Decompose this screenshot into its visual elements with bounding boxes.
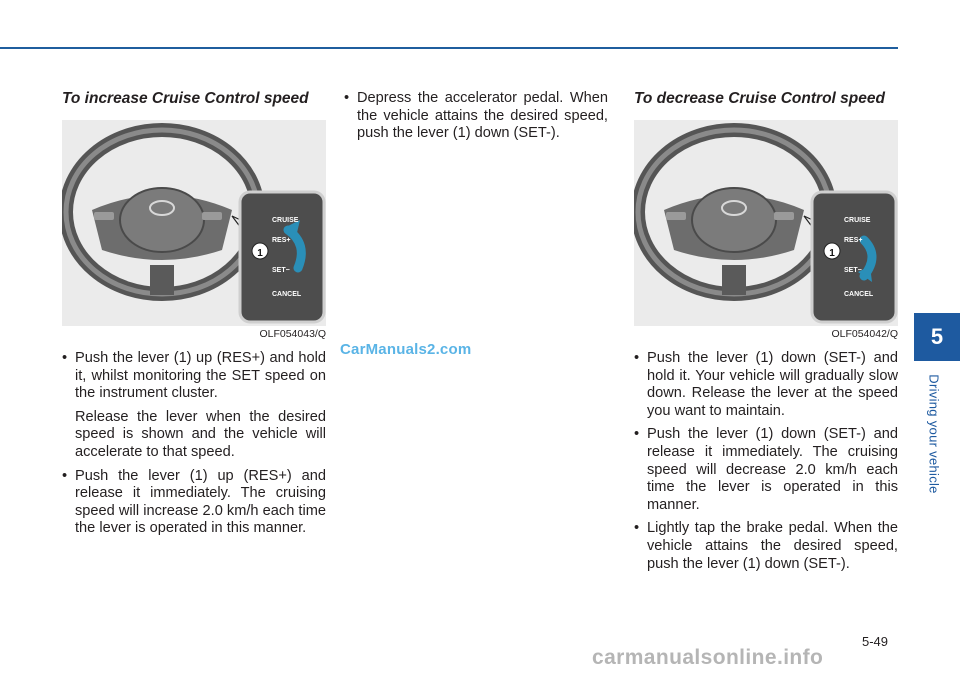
- lever-label-res: RES+: [272, 237, 291, 244]
- callout-number: 1: [829, 248, 835, 259]
- list-item: • Push the lever (1) down (SET-) and hold it. Your vehicle will gradually slow down. Release the lever at the speed you want to maintain.: [634, 350, 898, 420]
- figure-code: OLF054042/Q: [831, 328, 898, 340]
- decrease-speed-heading: To decrease Cruise Control speed: [634, 90, 885, 107]
- list-item: • Push the lever (1) up (RES+) and release it immediately. The cruising speed will increase 2.0 km/h each time the lever is operated in this manner.: [62, 468, 326, 538]
- chapter-title: [924, 368, 944, 500]
- watermark-link[interactable]: CarManuals2.com: [340, 341, 472, 358]
- lever-label-set: SET−: [844, 267, 862, 274]
- middle-section: [344, 90, 608, 149]
- increase-speed-list: [62, 350, 326, 538]
- list-item: • Push the lever (1) up (RES+) and hold it, whilst monitoring the SET speed on the instrument cluster.: [62, 350, 326, 403]
- list-item: • Push the lever (1) down (SET-) and release it immediately. The cruising speed will decrease 2.0 km/h each time the lever is operated in this manner.: [634, 426, 898, 514]
- increase-speed-section: [62, 90, 326, 544]
- page-number: 5-49: [862, 634, 889, 649]
- decrease-speed-list: [634, 350, 898, 573]
- steering-wheel-illustration-decrease: [634, 120, 898, 326]
- chapter-number-tab: 5: [914, 313, 960, 361]
- lever-label-set: SET−: [272, 267, 290, 274]
- list-item: • Depress the accelerator pedal. When the vehicle attains the desired speed, push the lever (1) down (SET-).: [344, 90, 608, 143]
- figure-code: OLF054043/Q: [259, 328, 326, 340]
- lever-label-cancel: CANCEL: [272, 291, 302, 298]
- footer-watermark: carmanualsonline.info: [592, 646, 824, 669]
- increase-speed-heading: To increase Cruise Control speed: [62, 90, 309, 107]
- lever-label-cancel: CANCEL: [844, 291, 874, 298]
- lever-label-cruise: CRUISE: [272, 217, 299, 224]
- middle-list: [344, 90, 608, 143]
- header-rule: [0, 47, 898, 49]
- list-item-continuation: Release the lever when the desired speed is shown and the vehicle will accelerate to that speed.: [75, 408, 326, 460]
- decrease-speed-section: [634, 90, 898, 579]
- steering-wheel-illustration-increase: [62, 120, 326, 326]
- lever-label-res: RES+: [844, 237, 863, 244]
- chapter-title-text: Driving your vehicle: [926, 374, 942, 494]
- list-item: • Lightly tap the brake pedal. When the vehicle attains the desired speed, push the lever (1) down (SET-).: [634, 520, 898, 573]
- callout-number: 1: [257, 248, 263, 259]
- lever-label-cruise: CRUISE: [844, 217, 871, 224]
